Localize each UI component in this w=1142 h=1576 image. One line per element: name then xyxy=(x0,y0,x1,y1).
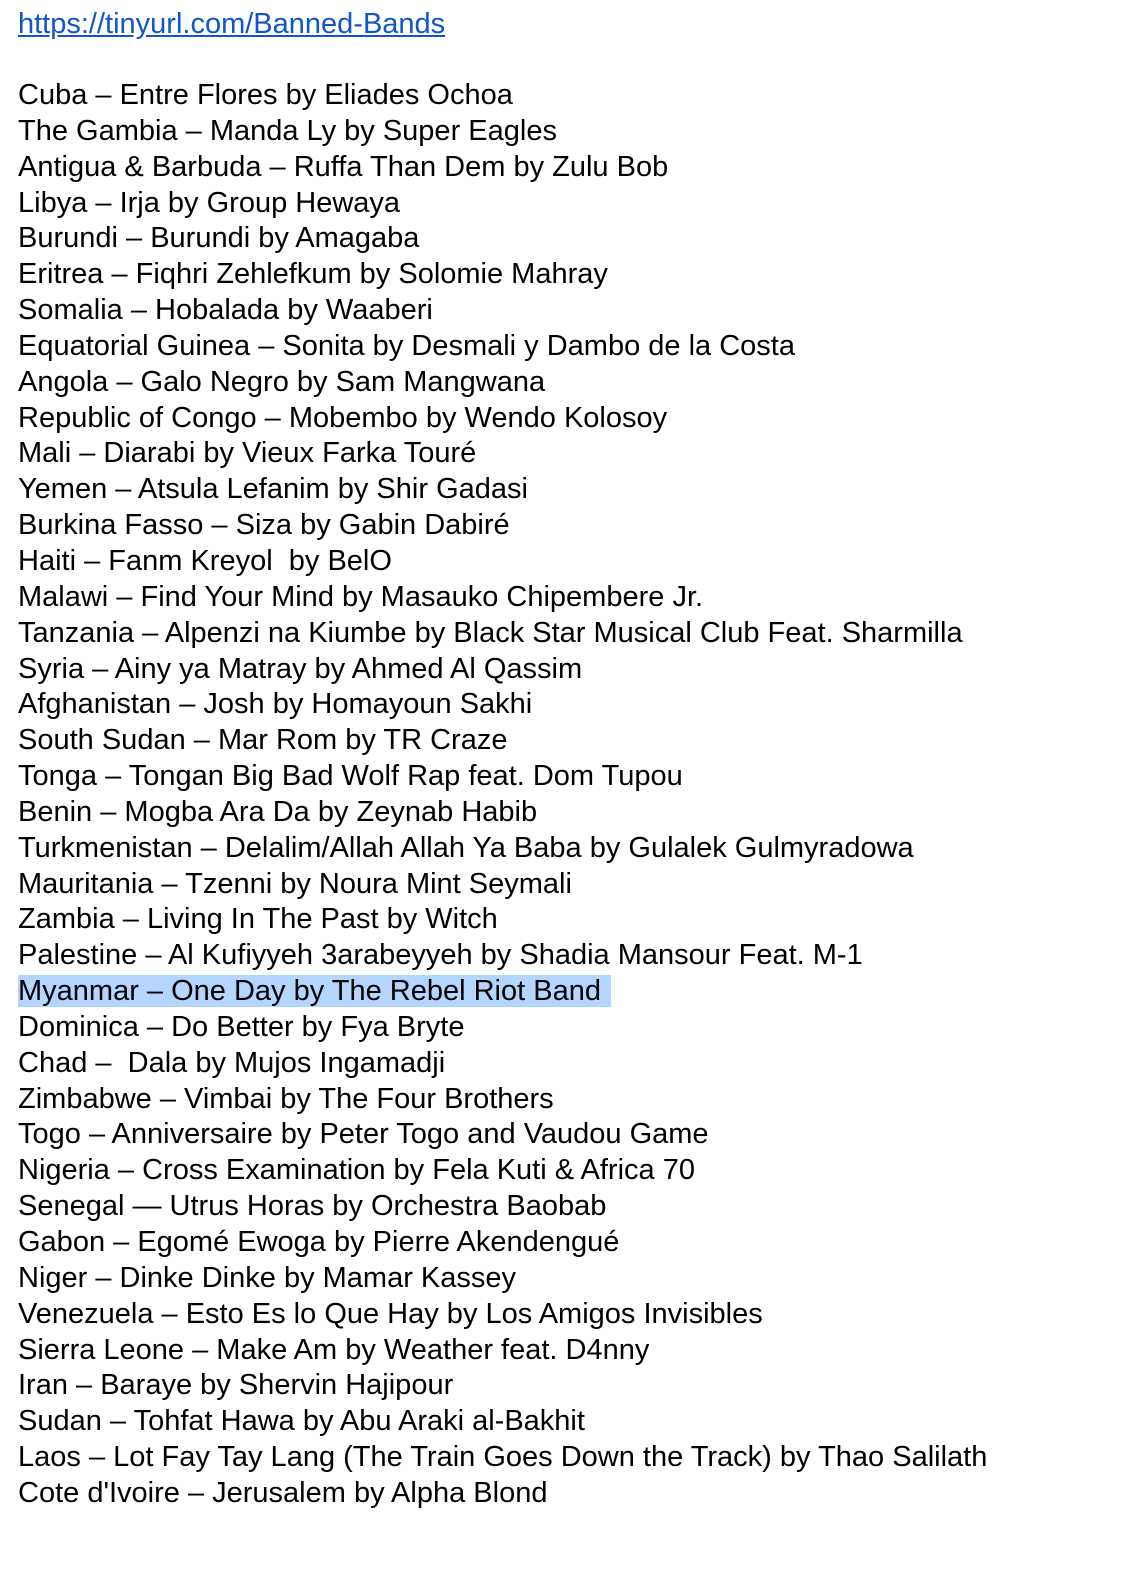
song-line-text: Malawi – Find Your Mind by Masauko Chipembere Jr. xyxy=(18,580,704,613)
song-line-text: Syria – Ainy ya Matray by Ahmed Al Qassim xyxy=(18,652,583,685)
song-line-text: Republic of Congo – Mobembo by Wendo Kolosoy xyxy=(18,401,668,434)
song-line-selected xyxy=(18,974,1142,1010)
song-line xyxy=(18,365,1142,401)
song-line-text: Cote d'Ivoire – Jerusalem by Alpha Blond xyxy=(18,1476,548,1509)
song-line xyxy=(18,1153,1142,1189)
song-line-text: Haiti – Fanm Kreyol by BelO xyxy=(18,544,392,577)
song-line-text: Gabon – Egomé Ewoga by Pierre Akendengué xyxy=(18,1226,620,1258)
song-line xyxy=(18,759,1142,795)
song-line xyxy=(18,723,1142,759)
song-line-text: Eritrea – Fiqhri Zehlefkum by Solomie Mahray xyxy=(18,258,608,291)
song-line xyxy=(18,1368,1142,1404)
song-line xyxy=(18,1117,1142,1153)
song-line xyxy=(18,831,1142,867)
song-line xyxy=(18,472,1142,508)
song-line-text: Sudan – Tohfat Hawa by Abu Araki al-Bakhit xyxy=(18,1405,585,1438)
song-line-text: Mali – Diarabi by Vieux Farka Touré xyxy=(18,437,477,470)
song-line xyxy=(18,221,1142,257)
song-line xyxy=(18,867,1142,903)
song-line xyxy=(18,1404,1142,1440)
song-line-text: Burundi – Burundi by Amagaba xyxy=(18,222,420,255)
song-line xyxy=(18,687,1142,723)
song-line-text: Tanzania – Alpenzi na Kiumbe by Black Star Musical Club Feat. Sharmilla xyxy=(18,616,963,649)
song-line-text: Dominica – Do Better by Fya Bryte xyxy=(18,1010,465,1043)
song-line xyxy=(18,1476,1142,1512)
song-line-text: Laos – Lot Fay Tay Lang (The Train Goes Down the Track) by Thao Salilath xyxy=(18,1441,988,1474)
song-line-text: Antigua & Barbuda – Ruffa Than Dem by Zulu Bob xyxy=(18,150,669,183)
banned-bands-link[interactable]: https://tinyurl.com/Banned-Bands xyxy=(18,8,446,40)
song-line xyxy=(18,78,1142,114)
song-line-text: Sierra Leone – Make Am by Weather feat. D4nny xyxy=(18,1333,650,1366)
song-line xyxy=(18,902,1142,938)
song-line-text: Niger – Dinke Dinke by Mamar Kassey xyxy=(18,1261,517,1294)
song-line xyxy=(18,293,1142,329)
song-line xyxy=(18,114,1142,150)
song-line xyxy=(18,1297,1142,1333)
song-line-text: Senegal — Utrus Horas by Orchestra Baobab xyxy=(18,1190,607,1223)
song-line xyxy=(18,186,1142,222)
song-line xyxy=(18,329,1142,365)
song-line xyxy=(18,1261,1142,1297)
song-line-text: Yemen – Atsula Lefanim by Shir Gadasi xyxy=(18,473,528,506)
song-line-text: Benin – Mogba Ara Da by Zeynab Habib xyxy=(18,795,538,828)
song-line xyxy=(18,257,1142,293)
song-line xyxy=(18,795,1142,831)
song-line-text: Burkina Fasso – Siza by Gabin Dabiré xyxy=(18,509,510,542)
song-line-text: Cuba – Entre Flores by Eliades Ochoa xyxy=(18,79,513,111)
song-line xyxy=(18,544,1142,580)
song-line xyxy=(18,1010,1142,1046)
song-line-text: Iran – Baraye by Shervin Hajipour xyxy=(18,1369,454,1402)
song-line-text: Zimbabwe – Vimbai by The Four Brothers xyxy=(18,1082,554,1115)
song-line-text: Myanmar – One Day by The Rebel Riot Band xyxy=(18,975,611,1007)
song-line-text: Libya – Irja by Group Hewaya xyxy=(18,186,401,219)
song-line xyxy=(18,616,1142,652)
song-list xyxy=(18,78,1142,1512)
song-line-text: Nigeria – Cross Examination by Fela Kuti & Africa 70 xyxy=(18,1154,695,1187)
song-line-text: Venezuela – Esto Es lo Que Hay by Los Amigos Invisibles xyxy=(18,1297,763,1330)
song-line-text: The Gambia – Manda Ly by Super Eagles xyxy=(18,114,557,147)
song-line-text: Turkmenistan – Delalim/Allah Allah Ya Baba by Gulalek Gulmyradowa xyxy=(18,831,914,864)
song-line xyxy=(18,652,1142,688)
song-line-text: Angola – Galo Negro by Sam Mangwana xyxy=(18,365,546,398)
song-line-text: Afghanistan – Josh by Homayoun Sakhi xyxy=(18,688,533,721)
song-line-text: Togo – Anniversaire by Peter Togo and Vaudou Game xyxy=(18,1118,709,1151)
song-line xyxy=(18,150,1142,186)
song-line-text: Somalia – Hobalada by Waaberi xyxy=(18,294,433,327)
song-line xyxy=(18,1189,1142,1225)
blank-line xyxy=(18,42,1142,78)
song-line xyxy=(18,1225,1142,1261)
song-line-text: South Sudan – Mar Rom by TR Craze xyxy=(18,724,508,757)
song-line-text: Palestine – Al Kufiyyeh 3arabeyyeh by Shadia Mansour Feat. M-1 xyxy=(18,939,863,972)
song-line xyxy=(18,1333,1142,1369)
song-line xyxy=(18,1440,1142,1476)
song-line-text: Chad – Dala by Mujos Ingamadji xyxy=(18,1046,446,1079)
song-line-text: Tonga – Tongan Big Bad Wolf Rap feat. Dom Tupou xyxy=(18,760,683,793)
song-line xyxy=(18,580,1142,616)
song-line xyxy=(18,436,1142,472)
song-line xyxy=(18,1046,1142,1082)
song-line-text: Equatorial Guinea – Sonita by Desmali y Dambo de la Costa xyxy=(18,329,795,362)
song-line xyxy=(18,938,1142,974)
song-line xyxy=(18,401,1142,437)
song-line-text: Mauritania – Tzenni by Noura Mint Seymali xyxy=(18,867,572,900)
song-line-text: Zambia – Living In The Past by Witch xyxy=(18,903,498,936)
document-body xyxy=(18,6,1142,1512)
song-line xyxy=(18,1082,1142,1118)
song-line xyxy=(18,508,1142,544)
